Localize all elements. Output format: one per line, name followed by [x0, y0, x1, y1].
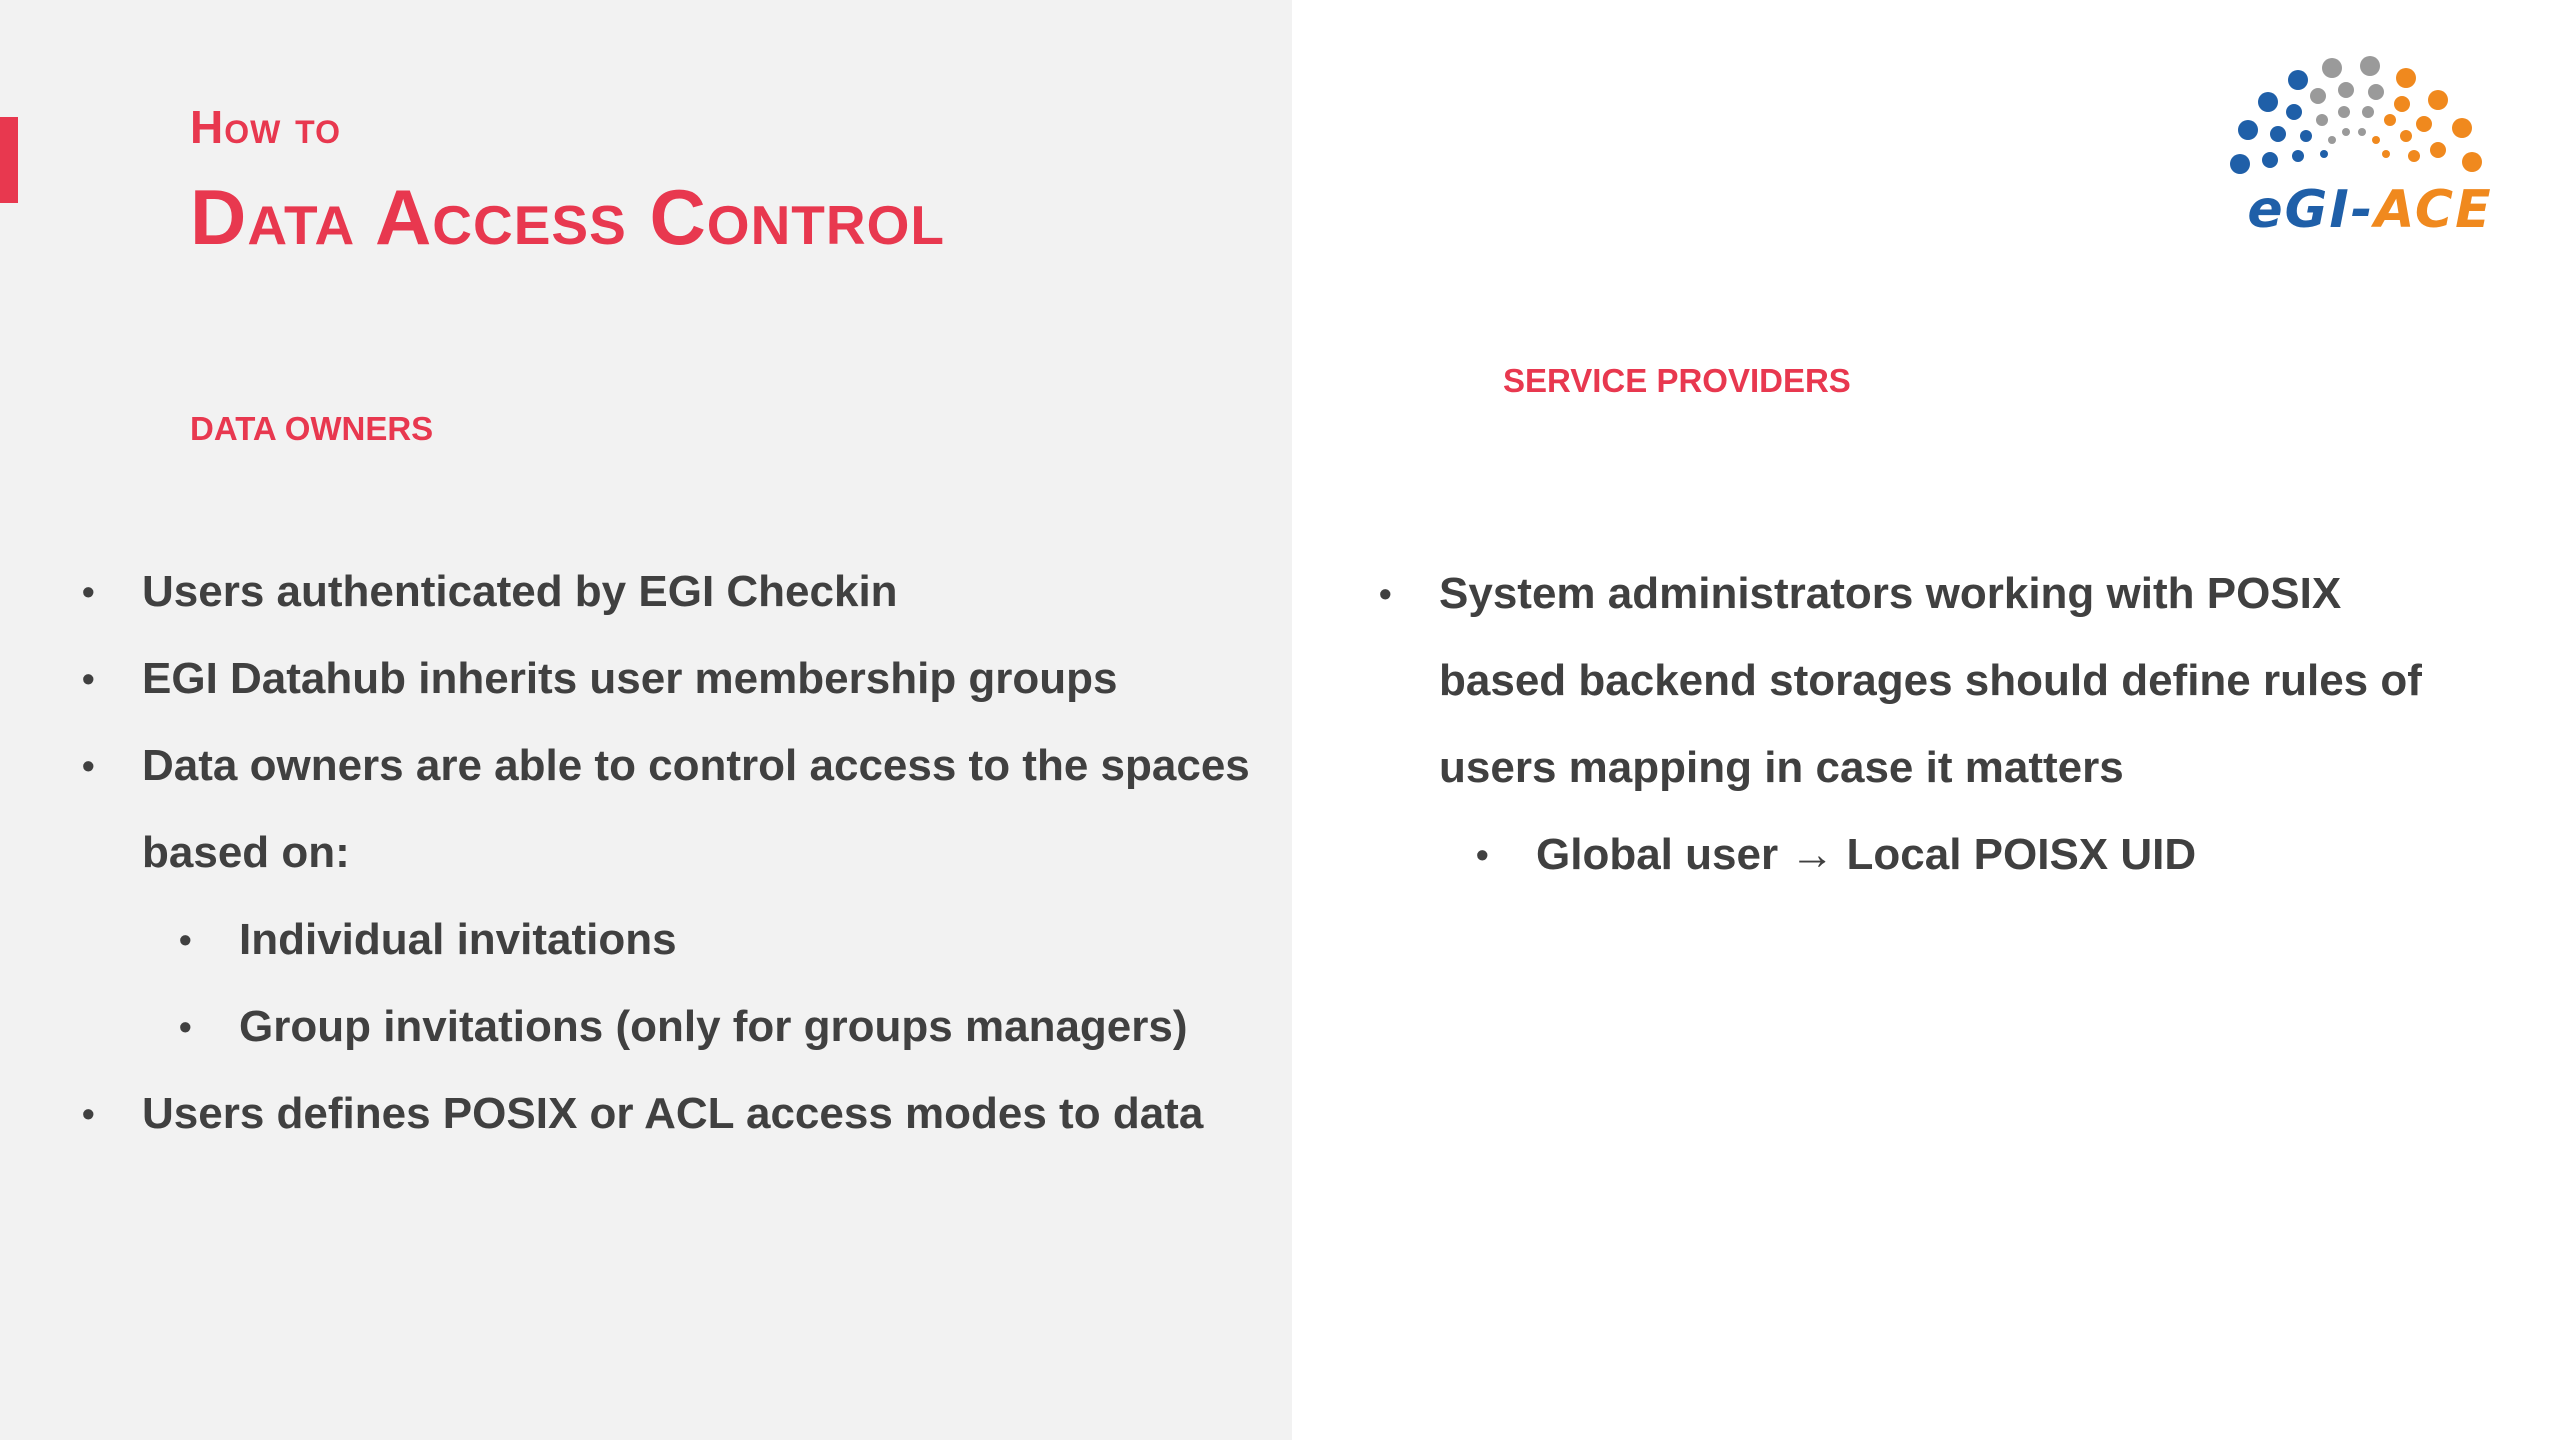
sub-list-item: • Global user → Local POISX UID: [1476, 811, 2479, 898]
logo-wordmark: [2220, 180, 2520, 240]
list-item: • Users authenticated by EGI Checkin: [82, 548, 1262, 635]
accent-bar: [0, 117, 18, 203]
service-providers-list: [1379, 550, 2479, 898]
section-label-service-providers: SERVICE PROVIDERS: [1503, 362, 1851, 399]
list-item: • EGI Datahub inherits user membership groups: [82, 635, 1262, 722]
sub-list-item: • Individual invitations: [179, 896, 1262, 983]
logo-text-ace: ACE: [2374, 180, 2493, 240]
list-item: • Users defines POSIX or ACL access modes to data: [82, 1070, 1262, 1157]
logo-dots-icon: [2220, 52, 2520, 182]
egi-ace-logo: [2220, 52, 2520, 242]
sub-list-item: • Group invitations (only for groups managers): [179, 983, 1262, 1070]
data-owners-list: [82, 548, 1262, 1157]
list-item: • System administrators working with POSIX based backend storages should define rules of users mapping in case it matters: [1379, 550, 2479, 811]
logo-text-egi: eGI-: [2247, 180, 2375, 240]
list-item: • Data owners are able to control access to the spaces based on:: [82, 722, 1262, 896]
slide-kicker: How to: [190, 101, 341, 153]
slide-title: Data Access Control: [190, 173, 945, 261]
section-label-data-owners: DATA OWNERS: [190, 410, 434, 447]
